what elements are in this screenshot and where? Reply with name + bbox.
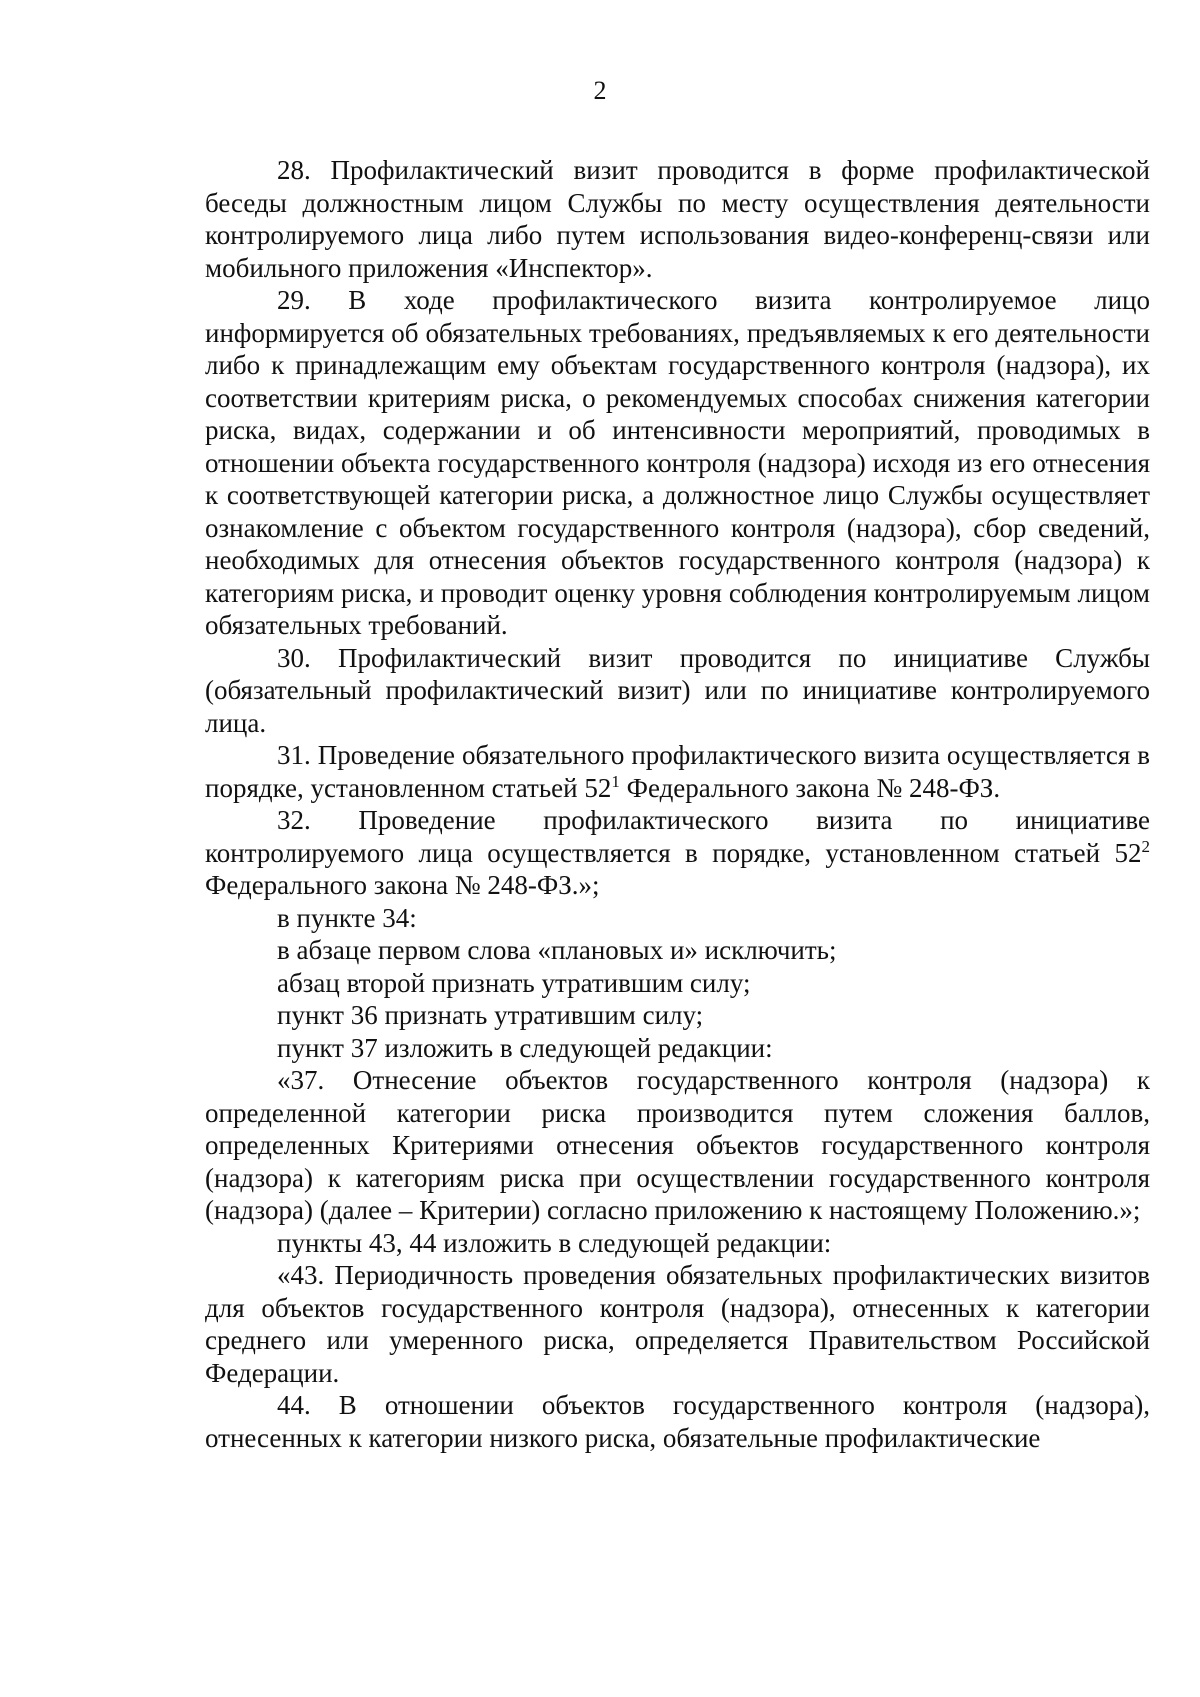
paragraph-30: 30. Профилактический визит проводится по инициативе Службы (обязательный профилактический визит) или по инициативе контролируемого лица. (205, 642, 1150, 738)
superscript-1: 1 (611, 771, 620, 791)
document-body (205, 154, 1150, 1454)
paragraph-31: 31. Проведение обязательного профилактического визита осуществляется в порядке, установленном статьей $52^1$ Федерального закона № 248-ФЗ. (205, 740, 1150, 803)
amendment-point-34: в пункте 34: (277, 902, 417, 933)
paragraph-28: 28. Профилактический визит проводится в форме профилактической беседы должностным лицом Службы по месту осуществления деятельности контролируемого лица либо путем использования видео-конференц-связи или мобильного приложения «Инспектор». (205, 155, 1150, 283)
paragraph-29: 29. В ходе профилактического визита контролируемое лицо информируется об обязательных требованиях, предъявляемых к его деятельности либо к принадлежащим ему объектам государственного контроля (надзора), их соответствии критериям риска, о рекомендуемых способах снижения категории риска, видах, содержании и об интенсивности мероприятий, проводимых в отношении объекта государственного контроля (надзора) исходя из его отнесения к соответствующей категории риска, а должностное лицо Службы осуществляет ознакомление с объектом государственного контроля (надзора), сбор сведений, необходимых для отнесения объектов государственного контроля (надзора) к категориям риска, и проводит оценку уровня соблюдения контролируемым лицом обязательных требований. (205, 285, 1150, 640)
amendment-point-34-para-2: абзац второй признать утратившим силу; (277, 967, 751, 998)
paragraph-44: 44. В отношении объектов государственного контроля (надзора), отнесенных к категории низкого риска, обязательные профилактические (205, 1390, 1150, 1453)
amendment-point-34-para-1: в абзаце первом слова «плановых и» исключить; (277, 935, 837, 965)
superscript-2: 2 (1141, 836, 1150, 856)
page-number: 2 (593, 76, 607, 105)
amendment-points-43-44: пункты 43, 44 изложить в следующей редакции: (277, 1227, 832, 1258)
amendment-point-36: пункт 36 признать утратившим силу; (277, 1000, 704, 1030)
paragraph-37: «37. Отнесение объектов государственного контроля (надзора) к определенной категории риска производится путем сложения баллов, определенных Критериями отнесения объектов государственного контроля (надзора) к категориям риска при осуществлении государственного контроля (надзора) (далее – Критерии) согласно приложению к настоящему Положению.»; (205, 1065, 1150, 1225)
amendment-point-37: пункт 37 изложить в следующей редакции: (277, 1032, 773, 1063)
paragraph-32: 32. Проведение профилактического визита по инициативе контролируемого лица осуществляется в порядке, установленном статьей $52^2$ Федерального закона № 248-ФЗ.»; (205, 805, 1150, 900)
paragraph-43: «43. Периодичность проведения обязательных профилактических визитов для объектов государственного контроля (надзора), отнесенных к категории среднего или умеренного риска, определяется Правительством Российской Федерации. (205, 1260, 1150, 1388)
